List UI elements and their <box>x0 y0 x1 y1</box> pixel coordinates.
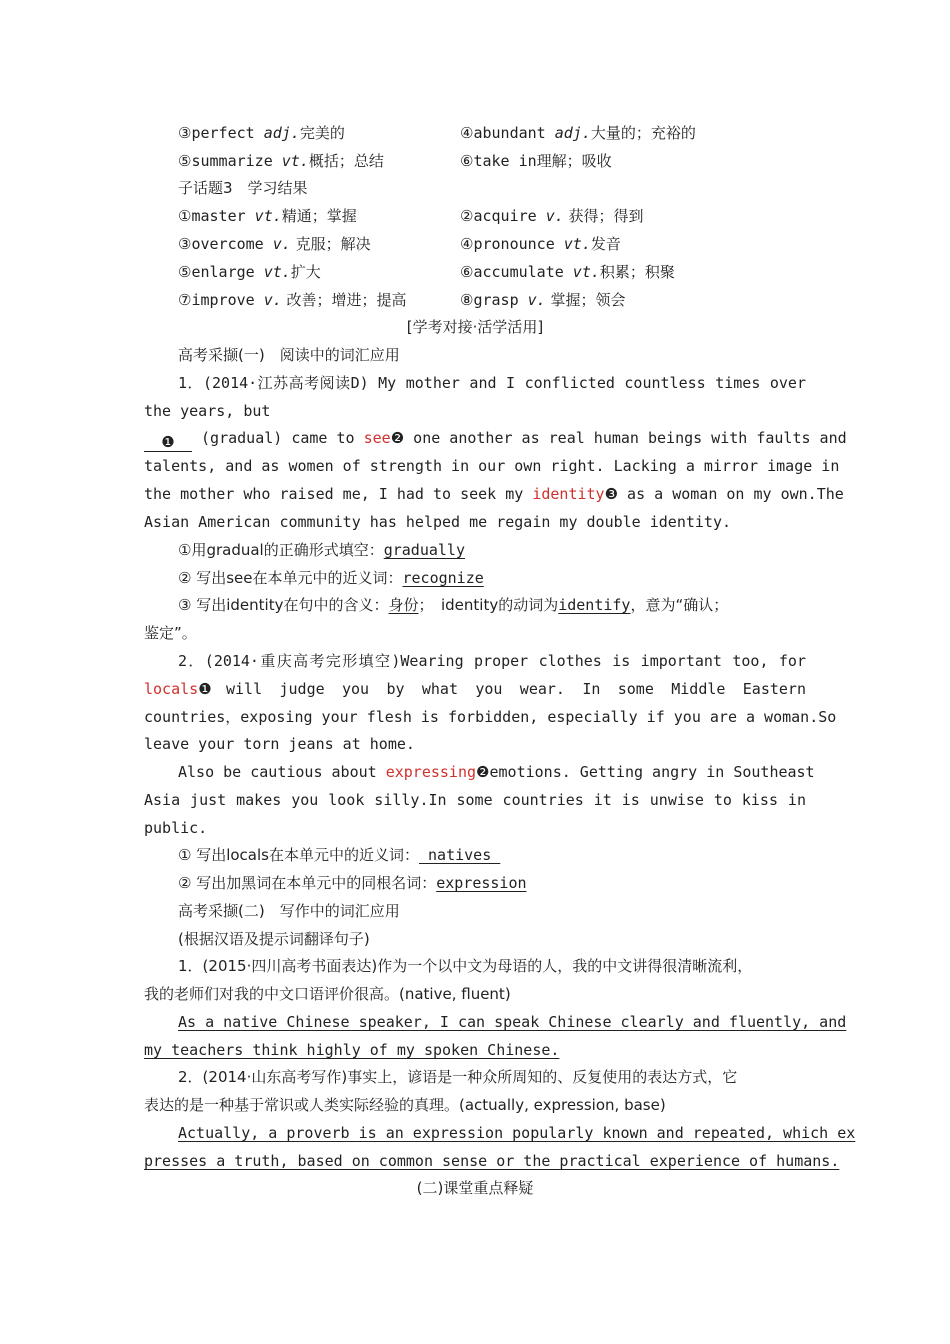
answer-text: expression <box>436 874 527 892</box>
part1-title: 高考采撷(一) 阅读中的词汇应用 <box>178 346 400 364</box>
q2-line: public. <box>144 819 208 837</box>
vocab-row <box>0 258 950 286</box>
part-of-speech: adj. <box>554 124 591 142</box>
highlighted-word-see: see <box>363 429 391 447</box>
item-number: ⑧ <box>460 291 474 309</box>
vocab-meaning: 获得；得到 <box>563 207 644 225</box>
q2-subquestion-2: ② 写出加黑词在本单元中的同根名词：expression <box>178 874 527 892</box>
item-number: ① <box>178 207 192 225</box>
t2-question: 2．(2014·山东高考写作)事实上，谚语是一种众所周知的、反复使用的表达方式，它 <box>178 1068 738 1086</box>
item-number: ⑥ <box>460 263 474 281</box>
t1-question: 我的老师们对我的中文口语评价很高。(native, fluent) <box>144 985 511 1003</box>
part-of-speech: v. <box>263 291 282 309</box>
q1-line: ❶ (gradual) came to see❷ one another as real human beings with faults and <box>0 424 950 452</box>
vocab-word: perfect <box>191 124 264 142</box>
vocab-meaning: 大量的；充裕的 <box>590 124 696 142</box>
marker-icon: ❶ <box>198 680 212 698</box>
vocab-meaning: 完美的 <box>299 124 345 142</box>
answer-text: recognize <box>402 569 484 587</box>
item-number: ④ <box>460 235 474 253</box>
vocab-word: take in <box>473 152 537 170</box>
q2-line: 2．(2014·重庆高考完形填空)Wearing proper clothes is important too, for <box>178 652 806 670</box>
vocab-word: grasp <box>473 291 528 309</box>
vocab-meaning: 扩大 <box>290 263 321 281</box>
footer-heading: (二)课堂重点释疑 <box>416 1179 534 1197</box>
q2-line: Asia just makes you look silly.In some countries it is unwise to kiss in <box>144 791 806 809</box>
item-number: ③ <box>178 235 192 253</box>
vocab-meaning: 克服；解决 <box>290 235 371 253</box>
q1-line: talents, and as women of strength in our own right. Lacking a mirror image in <box>144 457 840 475</box>
part-of-speech: v. <box>272 235 291 253</box>
q2-line: locals❶ will judge you by what you wear. In some Middle Eastern <box>144 680 806 698</box>
vocab-row <box>0 286 950 314</box>
marker-icon: ❷ <box>476 763 490 781</box>
part-of-speech: adj. <box>263 124 300 142</box>
q2-subquestion-1: ① 写出locals在本单元中的近义词： natives <box>178 846 501 864</box>
part-of-speech: v. <box>545 207 564 225</box>
vocab-word: enlarge <box>191 263 264 281</box>
subtopic-title: 子话题3 学习结果 <box>178 179 308 197</box>
answer-text: identify <box>558 596 631 614</box>
q1-subquestion-3-cont: 鉴定”。 <box>144 624 197 642</box>
part-of-speech: vt. <box>254 207 282 225</box>
q1-subquestion-3: ③ 写出identity在句中的含义：身份； identity的动词为identify，意为“确认； <box>178 596 729 614</box>
q1-line: Asian American community has helped me regain my double identity. <box>144 513 731 531</box>
vocab-row <box>0 119 950 147</box>
answer-text: natives <box>418 846 501 864</box>
highlighted-word-expressing: expressing <box>385 763 477 781</box>
marker-icon: ❸ <box>604 485 619 503</box>
vocab-meaning: 积累；积聚 <box>599 263 675 281</box>
item-number: ⑥ <box>460 152 474 170</box>
answer-blank[interactable] <box>144 431 192 452</box>
vocab-meaning: 改善；增进；提高 <box>281 291 407 309</box>
part-of-speech: vt. <box>281 152 309 170</box>
item-number: ② <box>460 207 474 225</box>
highlighted-word-identity: identity <box>532 485 605 503</box>
section-bracket-heading: [学考对接·活学活用] <box>406 318 544 336</box>
vocab-word: accumulate <box>473 263 573 281</box>
vocab-meaning: 精通；掌握 <box>281 207 357 225</box>
vocab-meaning: 掌握；领会 <box>545 291 626 309</box>
vocab-word: improve <box>191 291 264 309</box>
part-of-speech: vt. <box>572 263 600 281</box>
item-number: ⑤ <box>178 263 192 281</box>
item-number: ③ <box>178 124 192 142</box>
q1-line: the years, but <box>144 402 271 420</box>
vocab-row <box>0 230 950 258</box>
q1-subquestion-2: ② 写出see在本单元中的近义词：recognize <box>178 569 484 587</box>
vocab-meaning: 发音 <box>590 235 621 253</box>
item-number: ④ <box>460 124 474 142</box>
t2-answer: Actually, a proverb is an expression popularly known and repeated, which ex <box>178 1124 856 1142</box>
q2-line: leave your torn jeans at home. <box>144 735 415 753</box>
part2-instruction: (根据汉语及提示词翻译句子) <box>178 930 370 948</box>
vocab-word: summarize <box>191 152 282 170</box>
vocab-word: abundant <box>473 124 555 142</box>
vocab-row <box>0 147 950 175</box>
answer-text: 身份 <box>388 596 419 614</box>
item-number: ⑦ <box>178 291 192 309</box>
marker-icon: ❶ <box>161 433 175 451</box>
q1-line: 1．(2014·江苏高考阅读D) My mother and I conflicted countless times over <box>178 374 806 392</box>
answer-text: gradually <box>383 541 465 559</box>
vocab-row <box>0 202 950 230</box>
vocab-word: master <box>191 207 255 225</box>
marker-icon: ❷ <box>390 429 405 447</box>
part2-title: 高考采撷(二) 写作中的词汇应用 <box>178 902 400 920</box>
t2-question: 表达的是一种基于常识或人类实际经验的真理。(actually, expression, base) <box>144 1096 666 1114</box>
t1-answer: my teachers think highly of my spoken Chinese. <box>144 1041 560 1059</box>
vocab-word: acquire <box>473 207 546 225</box>
vocab-meaning: 概括；总结 <box>308 152 384 170</box>
item-number: ⑤ <box>178 152 192 170</box>
t2-answer: presses a truth, based on common sense or the practical experience of humans. <box>144 1152 840 1170</box>
q1-line: the mother who raised me, I had to seek my identity❸ as a woman on my own.The <box>144 485 844 503</box>
part-of-speech: v. <box>527 291 546 309</box>
vocab-word: pronounce <box>473 235 564 253</box>
t1-answer: As a native Chinese speaker, I can speak Chinese clearly and fluently, and <box>178 1013 847 1031</box>
t1-question: 1．(2015·四川高考书面表达)作为一个以中文为母语的人，我的中文讲得很清晰流利， <box>178 957 753 975</box>
highlighted-word-locals: locals <box>144 680 199 698</box>
vocab-meaning: 理解；吸收 <box>536 152 612 170</box>
q2-line: countries，exposing your flesh is forbidden, especially if you are a woman.So <box>144 708 837 726</box>
q2-line: Also be cautious about expressing❷ emotions. Getting angry in Southeast <box>178 763 815 781</box>
q1-subquestion-1: ①用gradual的正确形式填空：gradually <box>178 541 465 559</box>
vocab-word: overcome <box>191 235 273 253</box>
part-of-speech: vt. <box>263 263 291 281</box>
part-of-speech: vt. <box>563 235 591 253</box>
